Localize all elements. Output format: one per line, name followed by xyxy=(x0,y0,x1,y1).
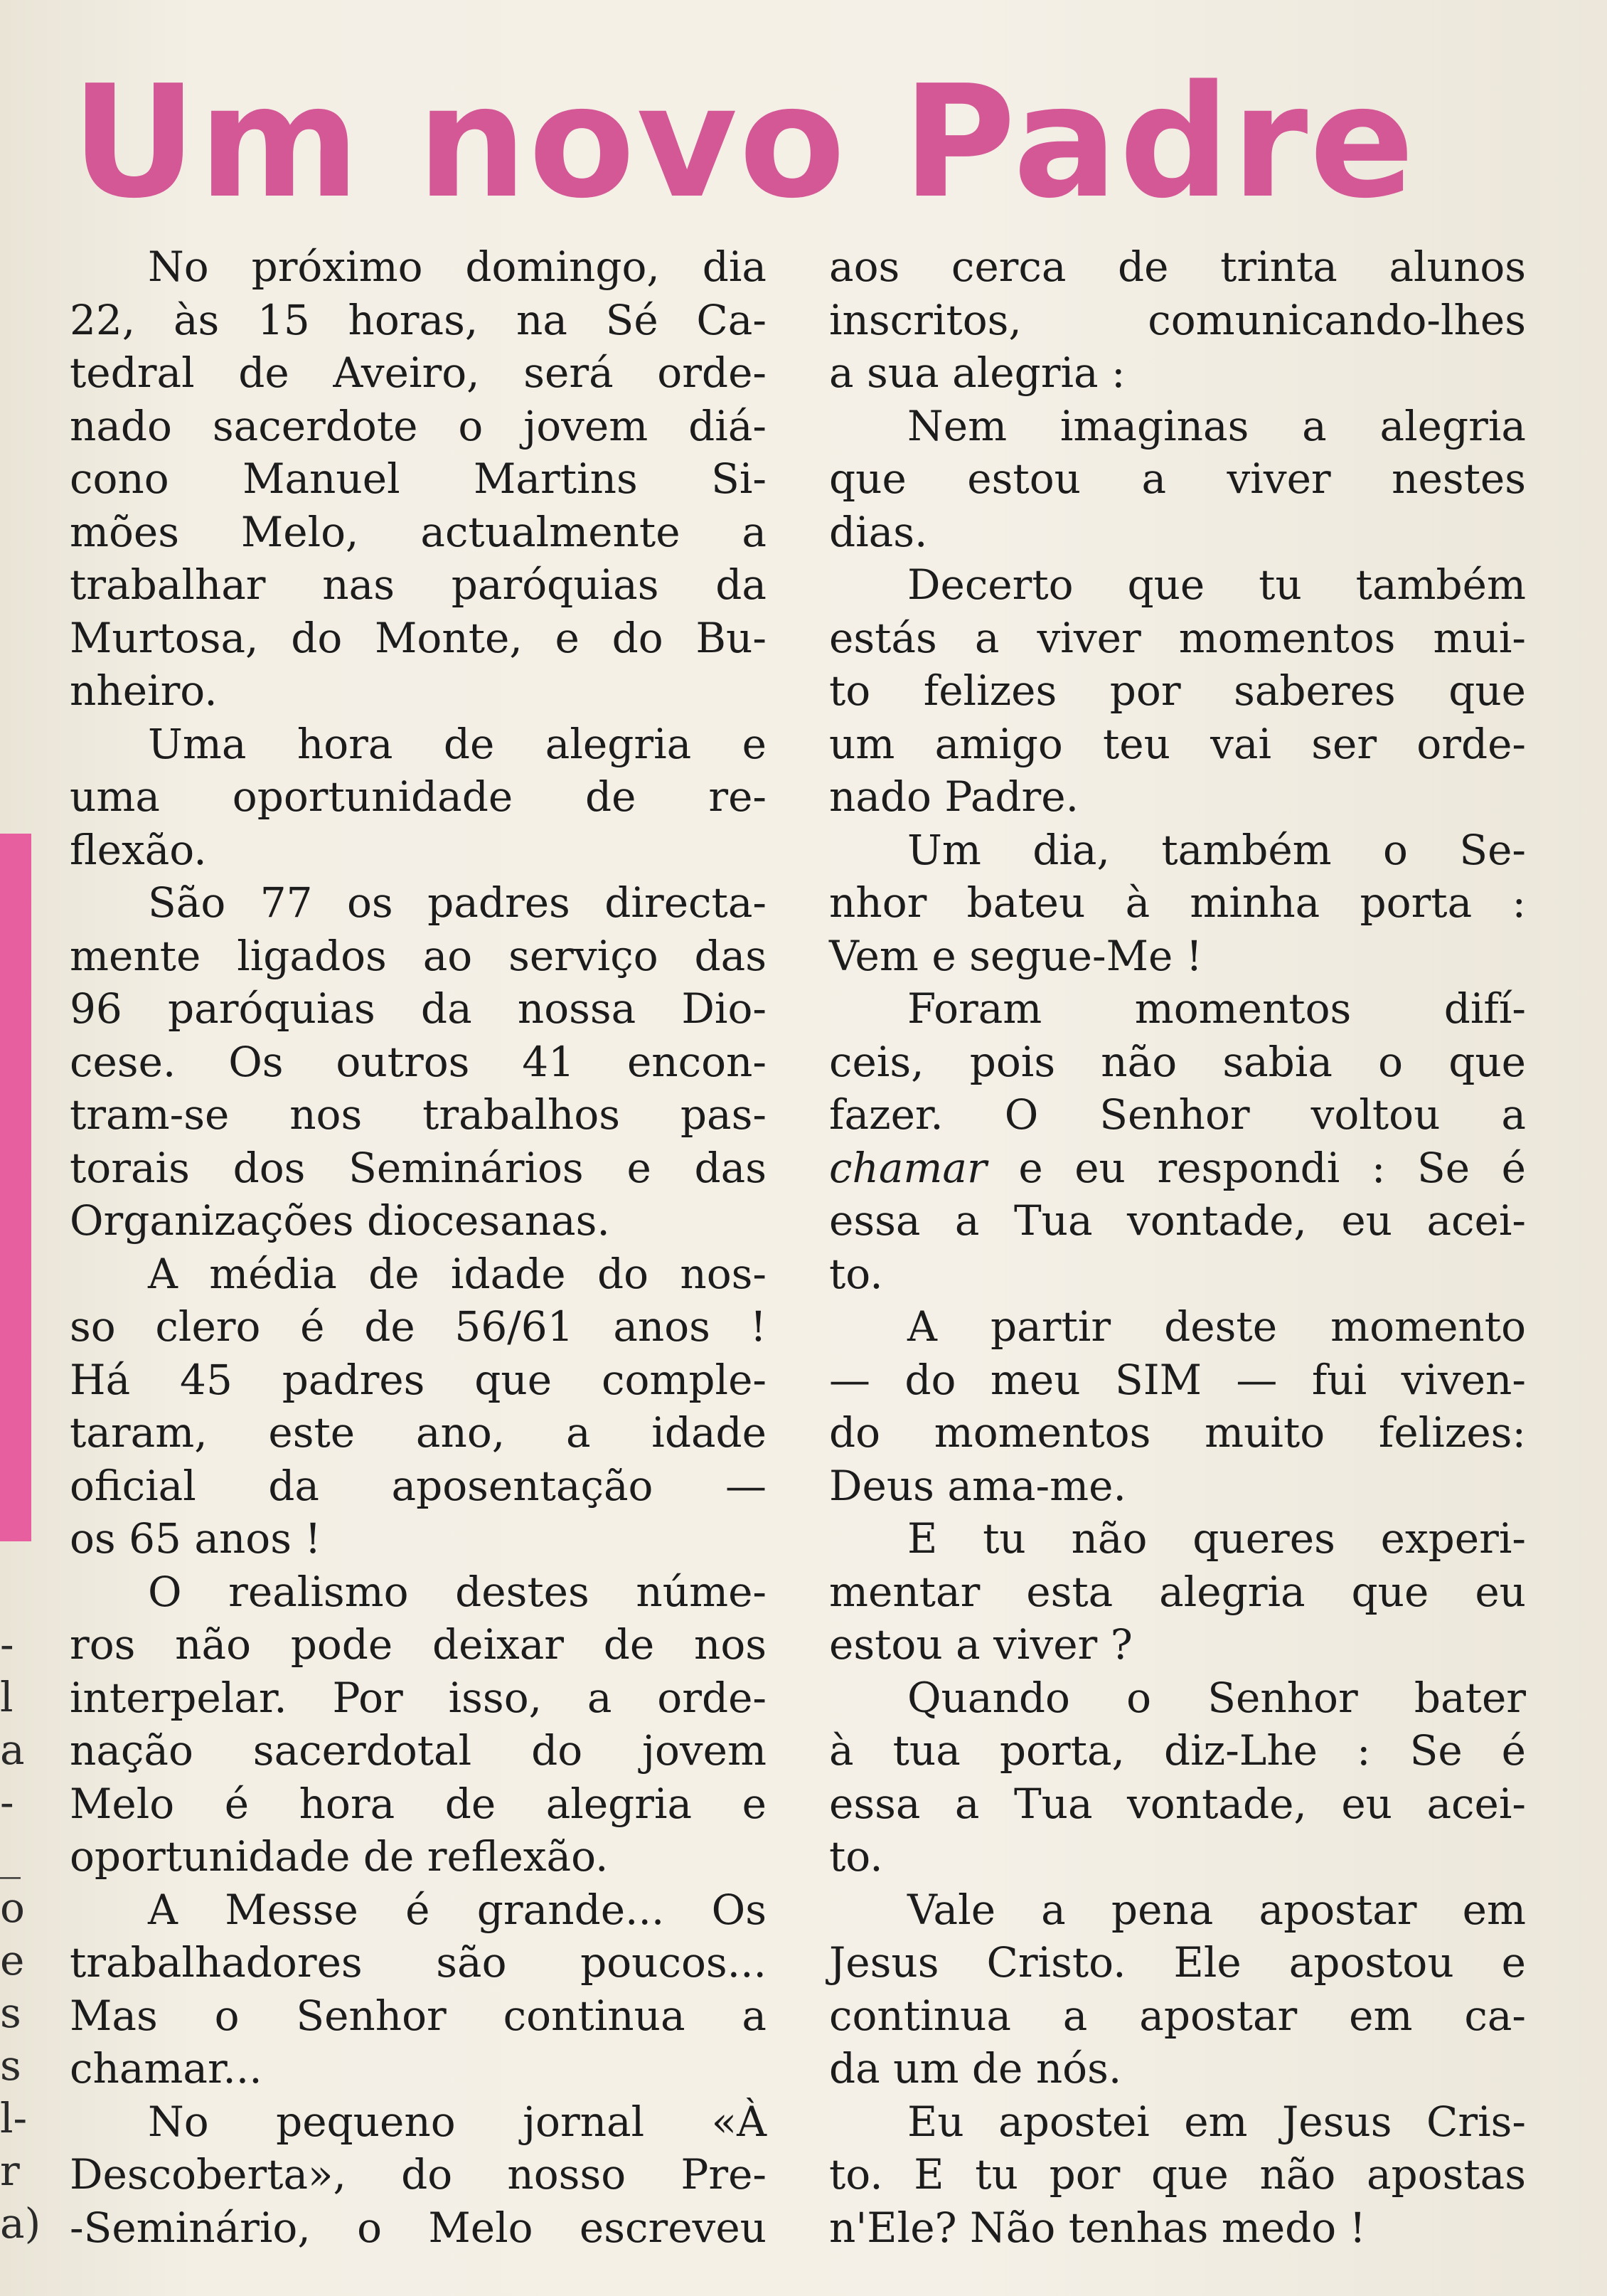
margin-fragment: _ xyxy=(0,1831,21,1879)
text-line: torais dos Seminários e das xyxy=(70,1143,767,1192)
text-line: Há 45 padres que comple- xyxy=(70,1355,767,1404)
text-line: continua a apostar em ca- xyxy=(829,1991,1526,2040)
text-line: to felizes por saberes que xyxy=(829,666,1526,715)
text-line: a sua alegria : xyxy=(829,349,1126,397)
text-line: Um dia, também o Se- xyxy=(907,825,1526,874)
text-line: -Seminário, o Melo escreveu xyxy=(70,2203,767,2252)
text-line: cono Manuel Martins Si- xyxy=(70,455,767,503)
text-line: essa a Tua vontade, eu acei- xyxy=(829,1196,1526,1245)
text-line: Murtosa, do Monte, e do Bu- xyxy=(70,613,767,662)
text-line: Organizações diocesanas. xyxy=(70,1196,610,1245)
text-line: Uma hora de alegria e xyxy=(148,719,767,768)
text-line: nado Padre. xyxy=(829,772,1079,821)
text-line: Vem e segue-Me ! xyxy=(829,931,1203,980)
article-column-left xyxy=(70,240,767,2254)
text-line: mente ligados ao serviço das xyxy=(70,931,767,980)
text-line: interpelar. Por isso, a orde- xyxy=(70,1673,767,1722)
text-line: Melo é hora de alegria e xyxy=(70,1779,767,1828)
text-line: taram, este ano, a idade xyxy=(70,1408,767,1457)
text-line: um amigo teu vai ser orde- xyxy=(829,719,1526,768)
text-line: A média de idade do nos- xyxy=(148,1249,767,1298)
text-line: nação sacerdotal do jovem xyxy=(70,1726,767,1775)
text-line: No próximo domingo, dia xyxy=(148,243,767,291)
text-line: nhor bateu à minha porta : xyxy=(829,878,1526,927)
text-line: Deus ama-me. xyxy=(829,1461,1126,1510)
text-line: dias. xyxy=(829,507,928,556)
text-line: to. xyxy=(829,1249,883,1298)
text-line: do momentos muito felizes: xyxy=(829,1408,1526,1457)
text-line: Mas o Senhor continua a xyxy=(70,1991,767,2040)
margin-fragment: - xyxy=(0,1778,14,1827)
text-line: A partir deste momento xyxy=(907,1302,1526,1351)
text-line: inscritos, comunicando-lhes xyxy=(829,295,1526,344)
text-line: tram-se nos trabalhos pas- xyxy=(70,1090,767,1139)
text-line: tedral de Aveiro, será orde- xyxy=(70,349,767,397)
text-line: to. xyxy=(829,1832,883,1881)
text-line: Eu apostei em Jesus Cris- xyxy=(907,2097,1526,2146)
pink-side-bar xyxy=(0,834,31,1541)
text-line: E tu não queres experi- xyxy=(907,1514,1526,1563)
text-line: oficial da aposentação — xyxy=(70,1461,767,1510)
text-line: cese. Os outros 41 encon- xyxy=(70,1037,767,1086)
text-line: O realismo destes núme- xyxy=(148,1567,767,1616)
text-line: 96 paróquias da nossa Dio- xyxy=(70,984,767,1033)
text-line: No pequeno jornal «À xyxy=(148,2097,767,2146)
text-line: ceis, pois não sabia o que xyxy=(829,1037,1526,1086)
text-line-rest: e eu respondi : Se é xyxy=(1018,1143,1526,1192)
margin-fragment: s xyxy=(0,1989,21,2037)
text-line: Descoberta», do nosso Pre- xyxy=(70,2150,767,2199)
text-line: — do meu SIM — fui viven- xyxy=(829,1355,1526,1404)
text-line: estou a viver ? xyxy=(829,1620,1133,1669)
margin-fragment: a xyxy=(0,1726,25,1774)
text-line: nheiro. xyxy=(70,666,218,715)
text-line: flexão. xyxy=(70,825,207,874)
text-line: mões Melo, actualmente a xyxy=(70,507,767,556)
text-line: so clero é de 56/61 anos ! xyxy=(70,1302,767,1351)
text-line: Jesus Cristo. Ele apostou e xyxy=(829,1938,1526,1987)
text-line: os 65 anos ! xyxy=(70,1514,321,1563)
margin-fragment: r xyxy=(0,2147,20,2195)
text-line: A Messe é grande... Os xyxy=(148,1885,767,1934)
text-line: São 77 os padres directa- xyxy=(148,878,767,927)
text-line: fazer. O Senhor voltou a xyxy=(829,1090,1526,1139)
margin-fragment: e xyxy=(0,1936,25,1984)
text-line: da um de nós. xyxy=(829,2044,1122,2093)
text-line: essa a Tua vontade, eu acei- xyxy=(829,1779,1526,1828)
text-line: mentar esta alegria que eu xyxy=(829,1567,1526,1616)
margin-fragment: a) xyxy=(0,2199,41,2248)
left-margin-fragments xyxy=(0,1618,41,2250)
text-line: trabalhar nas paróquias da xyxy=(70,560,767,609)
text-line: nado sacerdote o jovem diá- xyxy=(70,401,767,450)
text-line: oportunidade de reflexão. xyxy=(70,1832,609,1881)
text-line: que estou a viver nestes xyxy=(829,455,1526,503)
text-line: Nem imaginas a alegria xyxy=(907,401,1526,450)
text-line: uma oportunidade de re- xyxy=(70,772,767,821)
margin-fragment: s xyxy=(0,2041,21,2090)
italic-word: chamar xyxy=(829,1143,987,1192)
text-line: à tua porta, diz-Lhe : Se é xyxy=(829,1726,1526,1775)
text-line: 22, às 15 horas, na Sé Ca- xyxy=(70,295,767,344)
text-line: to. E tu por que não apostas xyxy=(829,2150,1526,2199)
text-line: ros não pode deixar de nos xyxy=(70,1620,767,1669)
text-line: aos cerca de trinta alunos xyxy=(829,243,1526,291)
text-line: Decerto que tu também xyxy=(907,560,1526,609)
margin-fragment: - xyxy=(0,1620,14,1669)
headline: Um novo Padre xyxy=(71,53,1416,233)
article-column-right xyxy=(829,240,1526,2254)
margin-fragment: l xyxy=(0,1673,14,1721)
text-line: n'Ele? Não tenhas medo ! xyxy=(829,2203,1366,2252)
text-line: Vale a pena apostar em xyxy=(907,1885,1526,1934)
text-line: estás a viver momentos mui- xyxy=(829,613,1526,662)
margin-fragment: l- xyxy=(0,2094,28,2142)
text-line-with-italic xyxy=(829,1142,1526,1195)
text-line: Foram momentos difí- xyxy=(907,984,1526,1033)
text-line: chamar... xyxy=(70,2044,262,2093)
text-line: trabalhadores são poucos... xyxy=(70,1938,767,1987)
margin-fragment: o xyxy=(0,1883,25,1932)
text-line: Quando o Senhor bater xyxy=(907,1673,1526,1722)
